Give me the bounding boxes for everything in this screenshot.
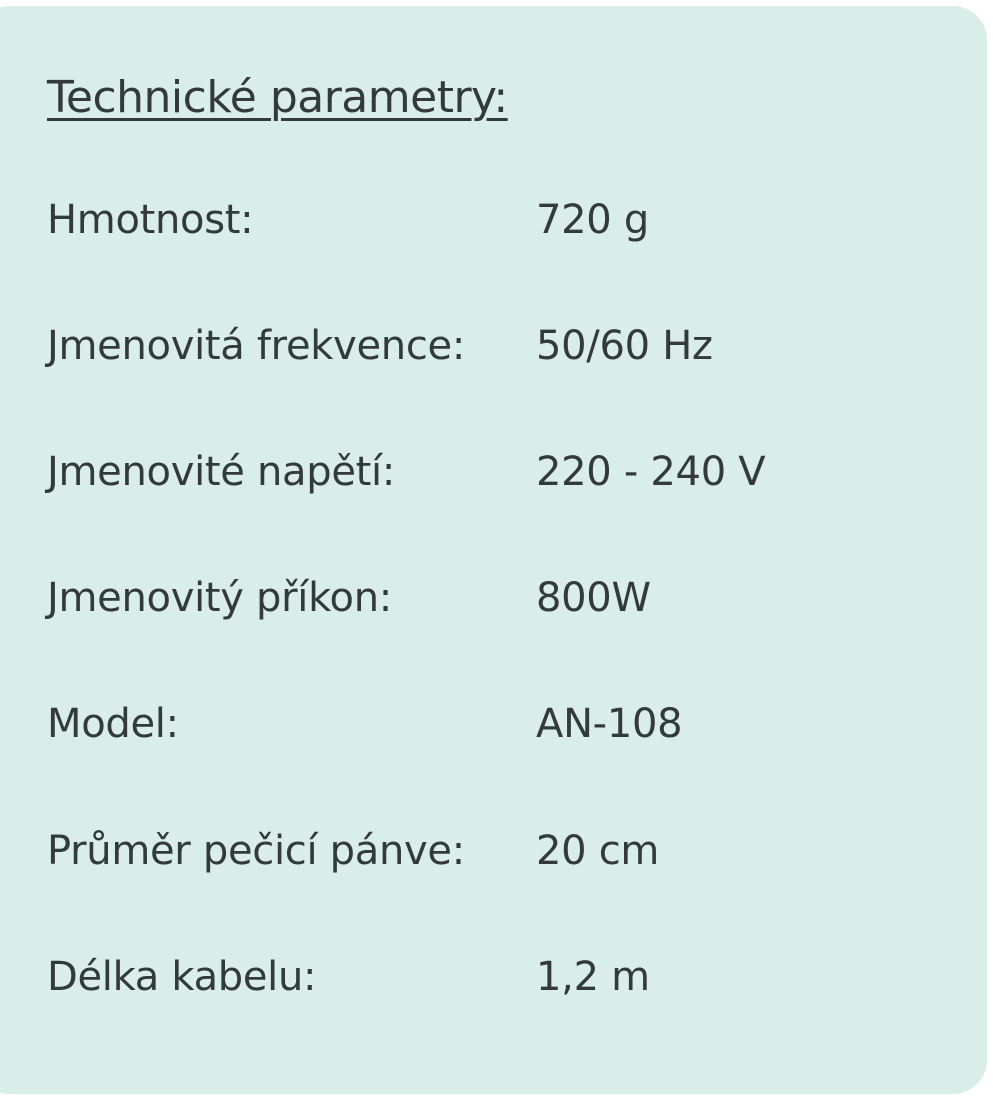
param-label: Model: bbox=[47, 701, 179, 747]
section-title: Technické parametry: bbox=[47, 72, 508, 123]
param-label: Jmenovité napětí: bbox=[47, 449, 396, 495]
param-label: Jmenovitá frekvence: bbox=[47, 323, 466, 369]
param-value: 1,2 m bbox=[536, 954, 650, 1000]
param-value: 20 cm bbox=[536, 828, 660, 874]
technical-parameters-card bbox=[0, 6, 987, 1094]
param-label: Délka kabelu: bbox=[47, 954, 317, 1000]
param-label: Průměr pečicí pánve: bbox=[47, 828, 465, 874]
param-value: AN-108 bbox=[536, 701, 683, 747]
param-value: 50/60 Hz bbox=[536, 323, 713, 369]
param-label: Jmenovitý příkon: bbox=[47, 575, 392, 621]
param-value: 220 - 240 V bbox=[536, 449, 766, 495]
param-value: 720 g bbox=[536, 197, 649, 243]
param-label: Hmotnost: bbox=[47, 197, 254, 243]
param-value: 800W bbox=[536, 575, 651, 621]
